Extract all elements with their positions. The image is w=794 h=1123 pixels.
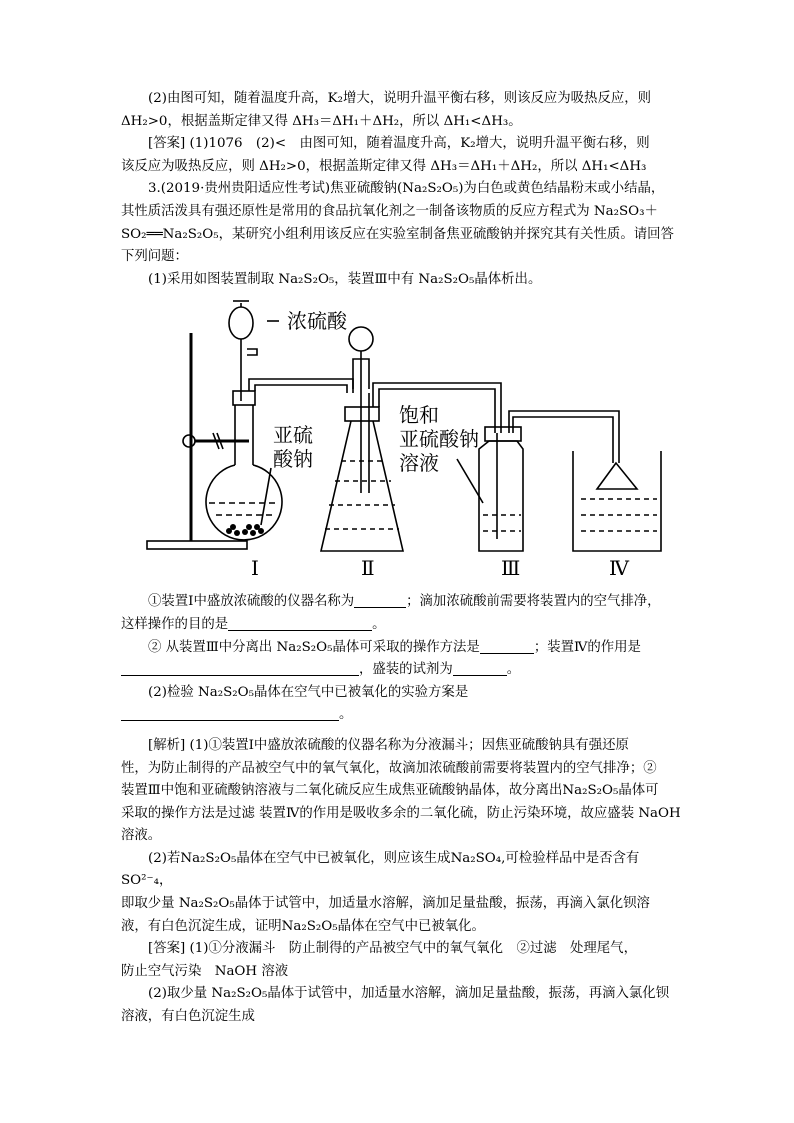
answer-blank[interactable] [354, 593, 406, 608]
beaker [573, 451, 661, 551]
answer-tag: [答案] [148, 136, 186, 152]
question-3-sub1: (1)采用如图装置制取 Na₂S₂O₅，装置Ⅲ中有 Na₂S₂O₅晶体析出。 [148, 271, 542, 287]
sodium-sulfite-solid [226, 524, 264, 536]
answer-2: [答案] (1)①分液漏斗 防止制得的产品被空气中的氧气氧化 ②过滤 处理尾气， [148, 941, 637, 957]
clamp-ring [183, 435, 195, 447]
apparatus-label-3: Ⅲ [501, 556, 521, 581]
analysis-line2: 性，为防止制得的产品被空气中的氧气氧化，故滴加浓硫酸前需要将装置内的空气排净；② [121, 760, 657, 776]
funnel-bulb-2 [349, 327, 373, 351]
answer-1: [答案] (1)1076 (2)< 由图可知，随着温度升高，K₂增大，说明升温平衡右移，则 [148, 136, 650, 152]
analysis-line7: 即取少量 Na₂S₂O₅晶体于试管中，加适量水溶解，滴加足量盐酸，振荡，再滴入氯化钡溶 [121, 896, 650, 912]
document-body [121, 88, 681, 1029]
answer-2-line3: (2)取少量 Na₂S₂O₅晶体于试管中，加适量水溶解，滴加足量盐酸，振荡，再滴入氯化钡 [148, 986, 670, 1002]
funnel-stopcock [247, 349, 257, 355]
answer-1-cont: 该反应为吸热反应，则 ΔH₂>0，根据盖斯定律又得 ΔH₃＝ΔH₁＋ΔH₂，所以 ΔH₁<ΔH₃ [121, 158, 647, 174]
para-temperature-cont: ΔH₂>0，根据盖斯定律又得 ΔH₃＝ΔH₁＋ΔH₂，所以 ΔH₁<ΔH₃。 [121, 113, 522, 129]
gas-bottle [479, 441, 523, 551]
analysis-line6: (2)若Na₂S₂O₅晶体在空气中已被氧化，则应该生成Na₂SO₄,可检验样品中是否含有 SO²⁻₄， [121, 850, 640, 889]
answer-blank[interactable] [480, 639, 534, 654]
apparatus-label-1: Ⅰ [251, 556, 259, 581]
delivery-tube-1 [249, 379, 353, 393]
analysis-line8: 液，有白色沉淀生成，证明Na₂S₂O₅晶体在空气中已被氧化。 [121, 918, 485, 934]
stopper-2 [345, 407, 379, 421]
question-3-line2: 其性质活泼具有强还原性是常用的食品抗氧化剂之一制备该物质的反应方程式为 Na₂SO₃＋ [121, 203, 658, 219]
stopper-1 [233, 391, 255, 405]
question-3-line3: SO₂══Na₂S₂O₅，某研究小组利用该反应在实验室制备焦亚硫酸钠并探究其有关性质。请回答 [121, 226, 674, 242]
answer-2-line4: 溶液，有白色沉淀生成 [121, 1009, 255, 1025]
label-saturated-1: 饱和 [399, 403, 439, 428]
label-saturated-2: 亚硫酸钠 [399, 427, 479, 452]
stopper-3 [485, 427, 521, 441]
conical-flask [321, 421, 403, 551]
answer-2-line2: 防止空气污染 NaOH 溶液 [121, 963, 289, 979]
question-2a: ② 从装置Ⅲ中分离出 Na₂S₂O₅晶体可采取的操作方法是 ；装置Ⅳ的作用是 [148, 639, 641, 655]
separatory-funnel-bulb [229, 307, 253, 339]
question-1b: 这样操作的目的是 。 [121, 616, 386, 632]
label-leader-sulfite [261, 468, 271, 525]
apparatus-label-2: Ⅱ [361, 556, 375, 581]
inverted-funnel [597, 463, 637, 489]
para-temperature: (2)由图可知，随着温度升高，K₂增大，说明升温平衡右移，则该反应为吸热反应，则 [148, 91, 652, 106]
question-3a: (2)检验 Na₂S₂O₅晶体在空气中已被氧化的实验方案是 [148, 684, 469, 700]
question-1a: ①装置Ⅰ中盛放浓硫酸的仪器名称为 ；滴加浓硫酸前需要将装置内的空气排净， [148, 594, 661, 610]
label-concentrated-sulfuric-acid: 浓硫酸 [287, 309, 347, 334]
analysis-tag: [解析] [148, 737, 186, 753]
analysis: [解析] (1)①装置Ⅰ中盛放浓硫酸的仪器名称为分液漏斗；因焦亚硫酸钠具有强还原 [148, 737, 629, 753]
answer-blank[interactable] [121, 661, 359, 676]
question-3-intro: 3.(2019·贵州贵阳适应性考试)焦亚硫酸钠(Na₂S₂O₅)为白色或黄色结晶粉末或小结晶， [148, 181, 665, 197]
analysis-line3: 装置Ⅲ中饱和亚硫酸钠溶液与二氧化硫反应生成焦亚硫酸钠晶体，故分离出Na₂S₂O₅晶体可 [121, 783, 659, 799]
question-3b: 。 [121, 704, 681, 727]
answer-blank[interactable] [228, 616, 372, 631]
answer-tag: [答案] [148, 941, 186, 957]
analysis-line5: 溶液。 [121, 828, 162, 844]
stand-base [147, 541, 247, 549]
question-2b: ，盛装的试剂为 。 [121, 659, 681, 682]
apparatus-label-4: Ⅳ [609, 556, 629, 581]
answer-blank[interactable] [121, 706, 339, 721]
apparatus-figure [121, 293, 681, 585]
question-3-line4: 下列问题： [121, 249, 188, 265]
label-sodium-sulfite-2: 酸钠 [273, 447, 313, 472]
delivery-tube-3 [509, 411, 619, 463]
analysis-line4: 采取的操作方法是过滤 装置Ⅳ的作用是吸收多余的二氧化硫，防止污染环境，故应盛装 NaOH [121, 805, 681, 821]
answer-blank[interactable] [453, 661, 507, 676]
label-saturated-3: 溶液 [399, 451, 439, 476]
label-sodium-sulfite-1: 亚硫 [273, 423, 313, 448]
